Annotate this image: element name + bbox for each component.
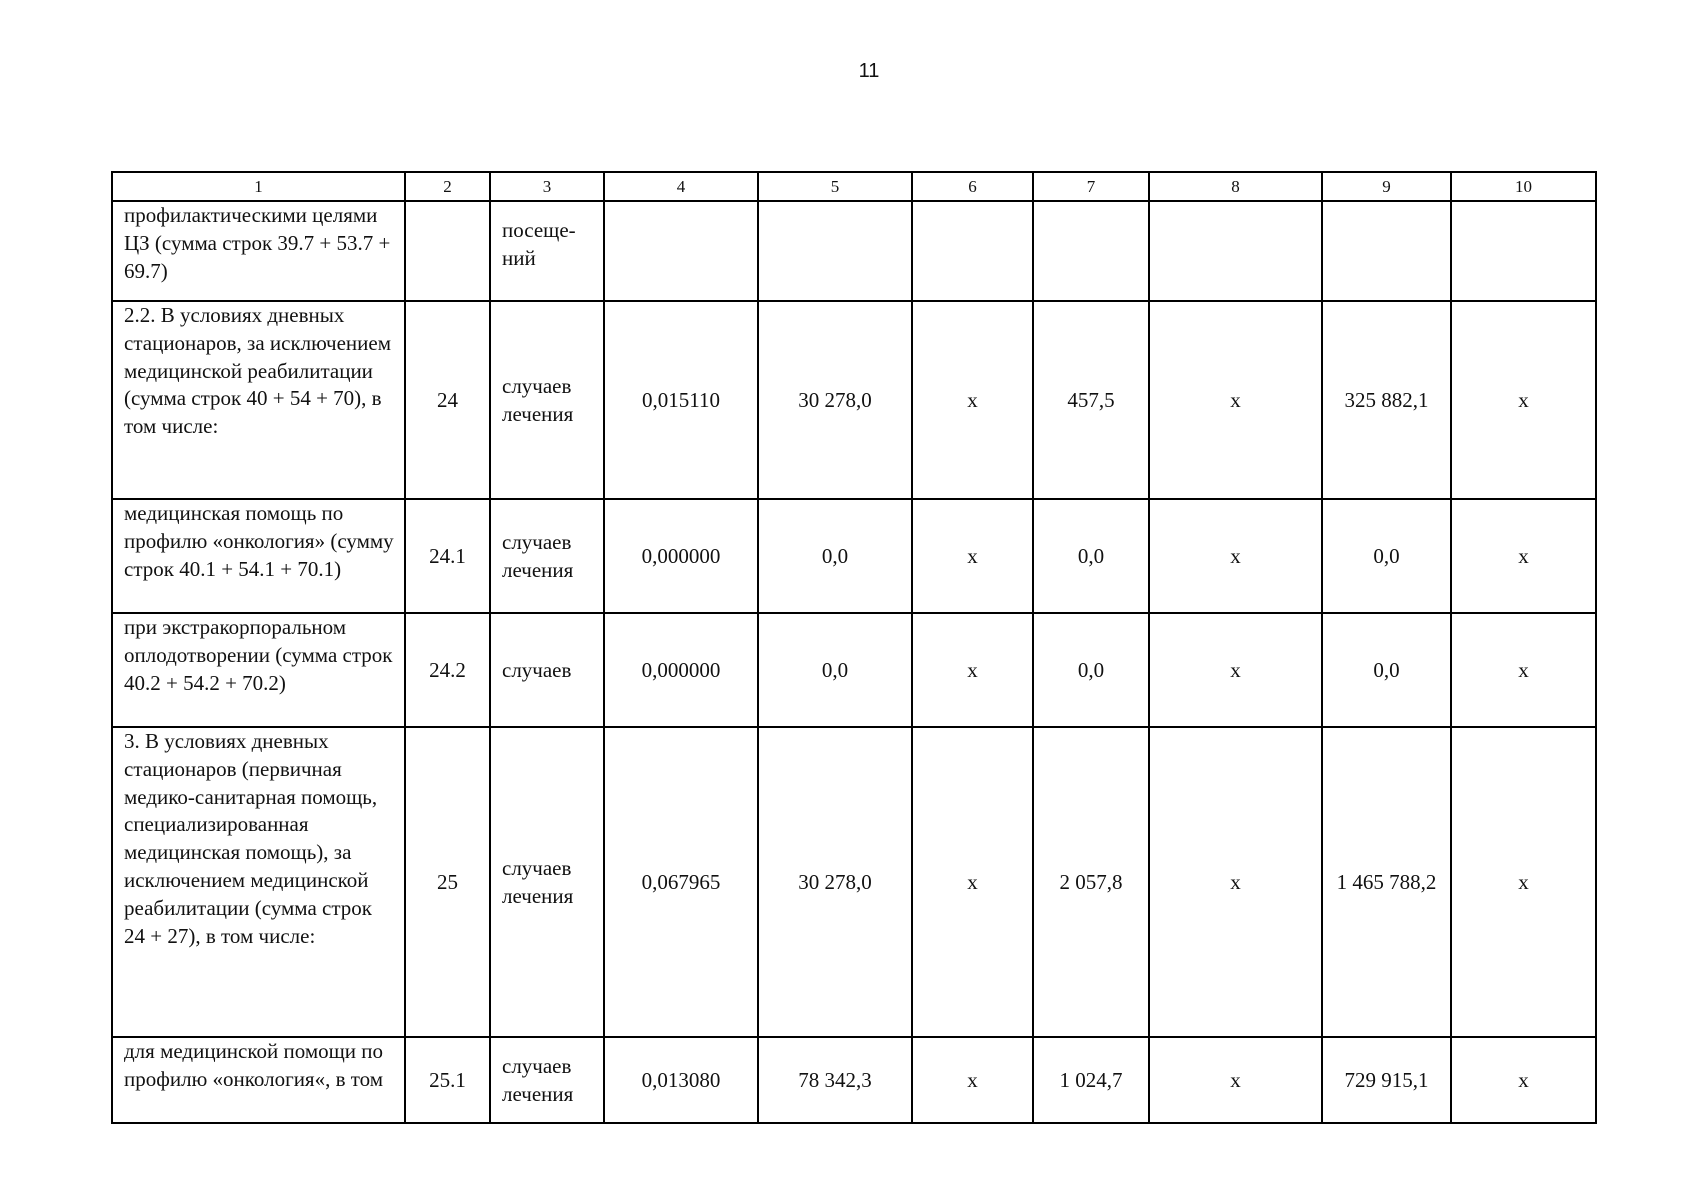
table-cell: 78 342,3 — [758, 1037, 912, 1123]
table-cell: 30 278,0 — [758, 301, 912, 499]
table-cell: 325 882,1 — [1322, 301, 1451, 499]
table-cell — [1033, 201, 1149, 301]
row-line-number: 24 — [405, 301, 490, 499]
column-header: 5 — [758, 172, 912, 201]
table-cell: 0,000000 — [604, 613, 758, 727]
table-cell: 457,5 — [1033, 301, 1149, 499]
table-cell: 1 024,7 — [1033, 1037, 1149, 1123]
row-unit: посеще-ний — [490, 201, 604, 301]
table-cell: 0,013080 — [604, 1037, 758, 1123]
table-cell: х — [1149, 613, 1322, 727]
column-header: 9 — [1322, 172, 1451, 201]
table-cell: х — [1149, 727, 1322, 1037]
table-cell — [1149, 201, 1322, 301]
table-cell: х — [912, 499, 1033, 613]
table-cell: 1 465 788,2 — [1322, 727, 1451, 1037]
row-line-number: 25 — [405, 727, 490, 1037]
row-line-number: 24.1 — [405, 499, 490, 613]
table-cell: 30 278,0 — [758, 727, 912, 1037]
column-header: 6 — [912, 172, 1033, 201]
table-cell — [1322, 201, 1451, 301]
table-cell — [758, 201, 912, 301]
row-description: 3. В условиях дневных стационаров (первичная медико-санитарная помощь, специализированная медицинская помощь), за исключением медицинской реабилитации (сумма строк 24 + 27), в том числе: — [112, 727, 405, 1037]
table-cell: х — [912, 301, 1033, 499]
table-row — [112, 727, 1596, 1037]
table-cell: х — [1451, 1037, 1596, 1123]
table-row — [112, 499, 1596, 613]
row-description: для медицинской помощи по профилю «онкология«, в том — [112, 1037, 405, 1123]
table-cell: 0,0 — [758, 499, 912, 613]
table-cell: х — [912, 727, 1033, 1037]
table-cell: х — [1451, 727, 1596, 1037]
row-unit: случаев лечения — [490, 1037, 604, 1123]
table-cell: 0,0 — [1033, 499, 1149, 613]
column-header: 1 — [112, 172, 405, 201]
column-header: 4 — [604, 172, 758, 201]
table-cell: 0,0 — [758, 613, 912, 727]
table-row — [112, 1037, 1596, 1123]
table-cell: х — [1149, 1037, 1322, 1123]
table-row — [112, 613, 1596, 727]
table-cell: х — [1149, 301, 1322, 499]
table-cell: 2 057,8 — [1033, 727, 1149, 1037]
table-row — [112, 201, 1596, 301]
row-description: медицинская помощь по профилю «онкология» (сумму строк 40.1 + 54.1 + 70.1) — [112, 499, 405, 613]
table-cell: 0,000000 — [604, 499, 758, 613]
row-line-number: 24.2 — [405, 613, 490, 727]
row-description: при экстракорпоральном оплодотворении (сумма строк 40.2 + 54.2 + 70.2) — [112, 613, 405, 727]
table-cell: 0,0 — [1322, 499, 1451, 613]
row-unit: случаев лечения — [490, 301, 604, 499]
table-header-row — [112, 172, 1596, 201]
row-unit: случаев лечения — [490, 727, 604, 1037]
table-cell: 0,0 — [1033, 613, 1149, 727]
row-unit: случаев лечения — [490, 499, 604, 613]
table-cell: 0,067965 — [604, 727, 758, 1037]
table-cell: х — [1451, 301, 1596, 499]
row-unit: случаев — [490, 613, 604, 727]
table-cell: 729 915,1 — [1322, 1037, 1451, 1123]
table-cell: х — [912, 1037, 1033, 1123]
table-cell: 0,0 — [1322, 613, 1451, 727]
row-line-number — [405, 201, 490, 301]
table-cell: х — [1149, 499, 1322, 613]
column-header: 3 — [490, 172, 604, 201]
table-cell: х — [912, 613, 1033, 727]
table-cell: х — [1451, 613, 1596, 727]
table-cell: 0,015110 — [604, 301, 758, 499]
row-line-number: 25.1 — [405, 1037, 490, 1123]
row-description: профилактическими целями ЦЗ (сумма строк 39.7 + 53.7 + 69.7) — [112, 201, 405, 301]
column-header: 2 — [405, 172, 490, 201]
table-cell — [1451, 201, 1596, 301]
table-cell — [912, 201, 1033, 301]
row-description: 2.2. В условиях дневных стационаров, за исключением медицинской реабилитации (сумма строк 40 + 54 + 70), в том числе: — [112, 301, 405, 499]
table-cell: х — [1451, 499, 1596, 613]
table-row — [112, 301, 1596, 499]
column-header: 7 — [1033, 172, 1149, 201]
column-header: 8 — [1149, 172, 1322, 201]
table-cell — [604, 201, 758, 301]
page-number: 11 — [858, 60, 880, 82]
column-header: 10 — [1451, 172, 1596, 201]
indicators-table — [111, 171, 1597, 1124]
